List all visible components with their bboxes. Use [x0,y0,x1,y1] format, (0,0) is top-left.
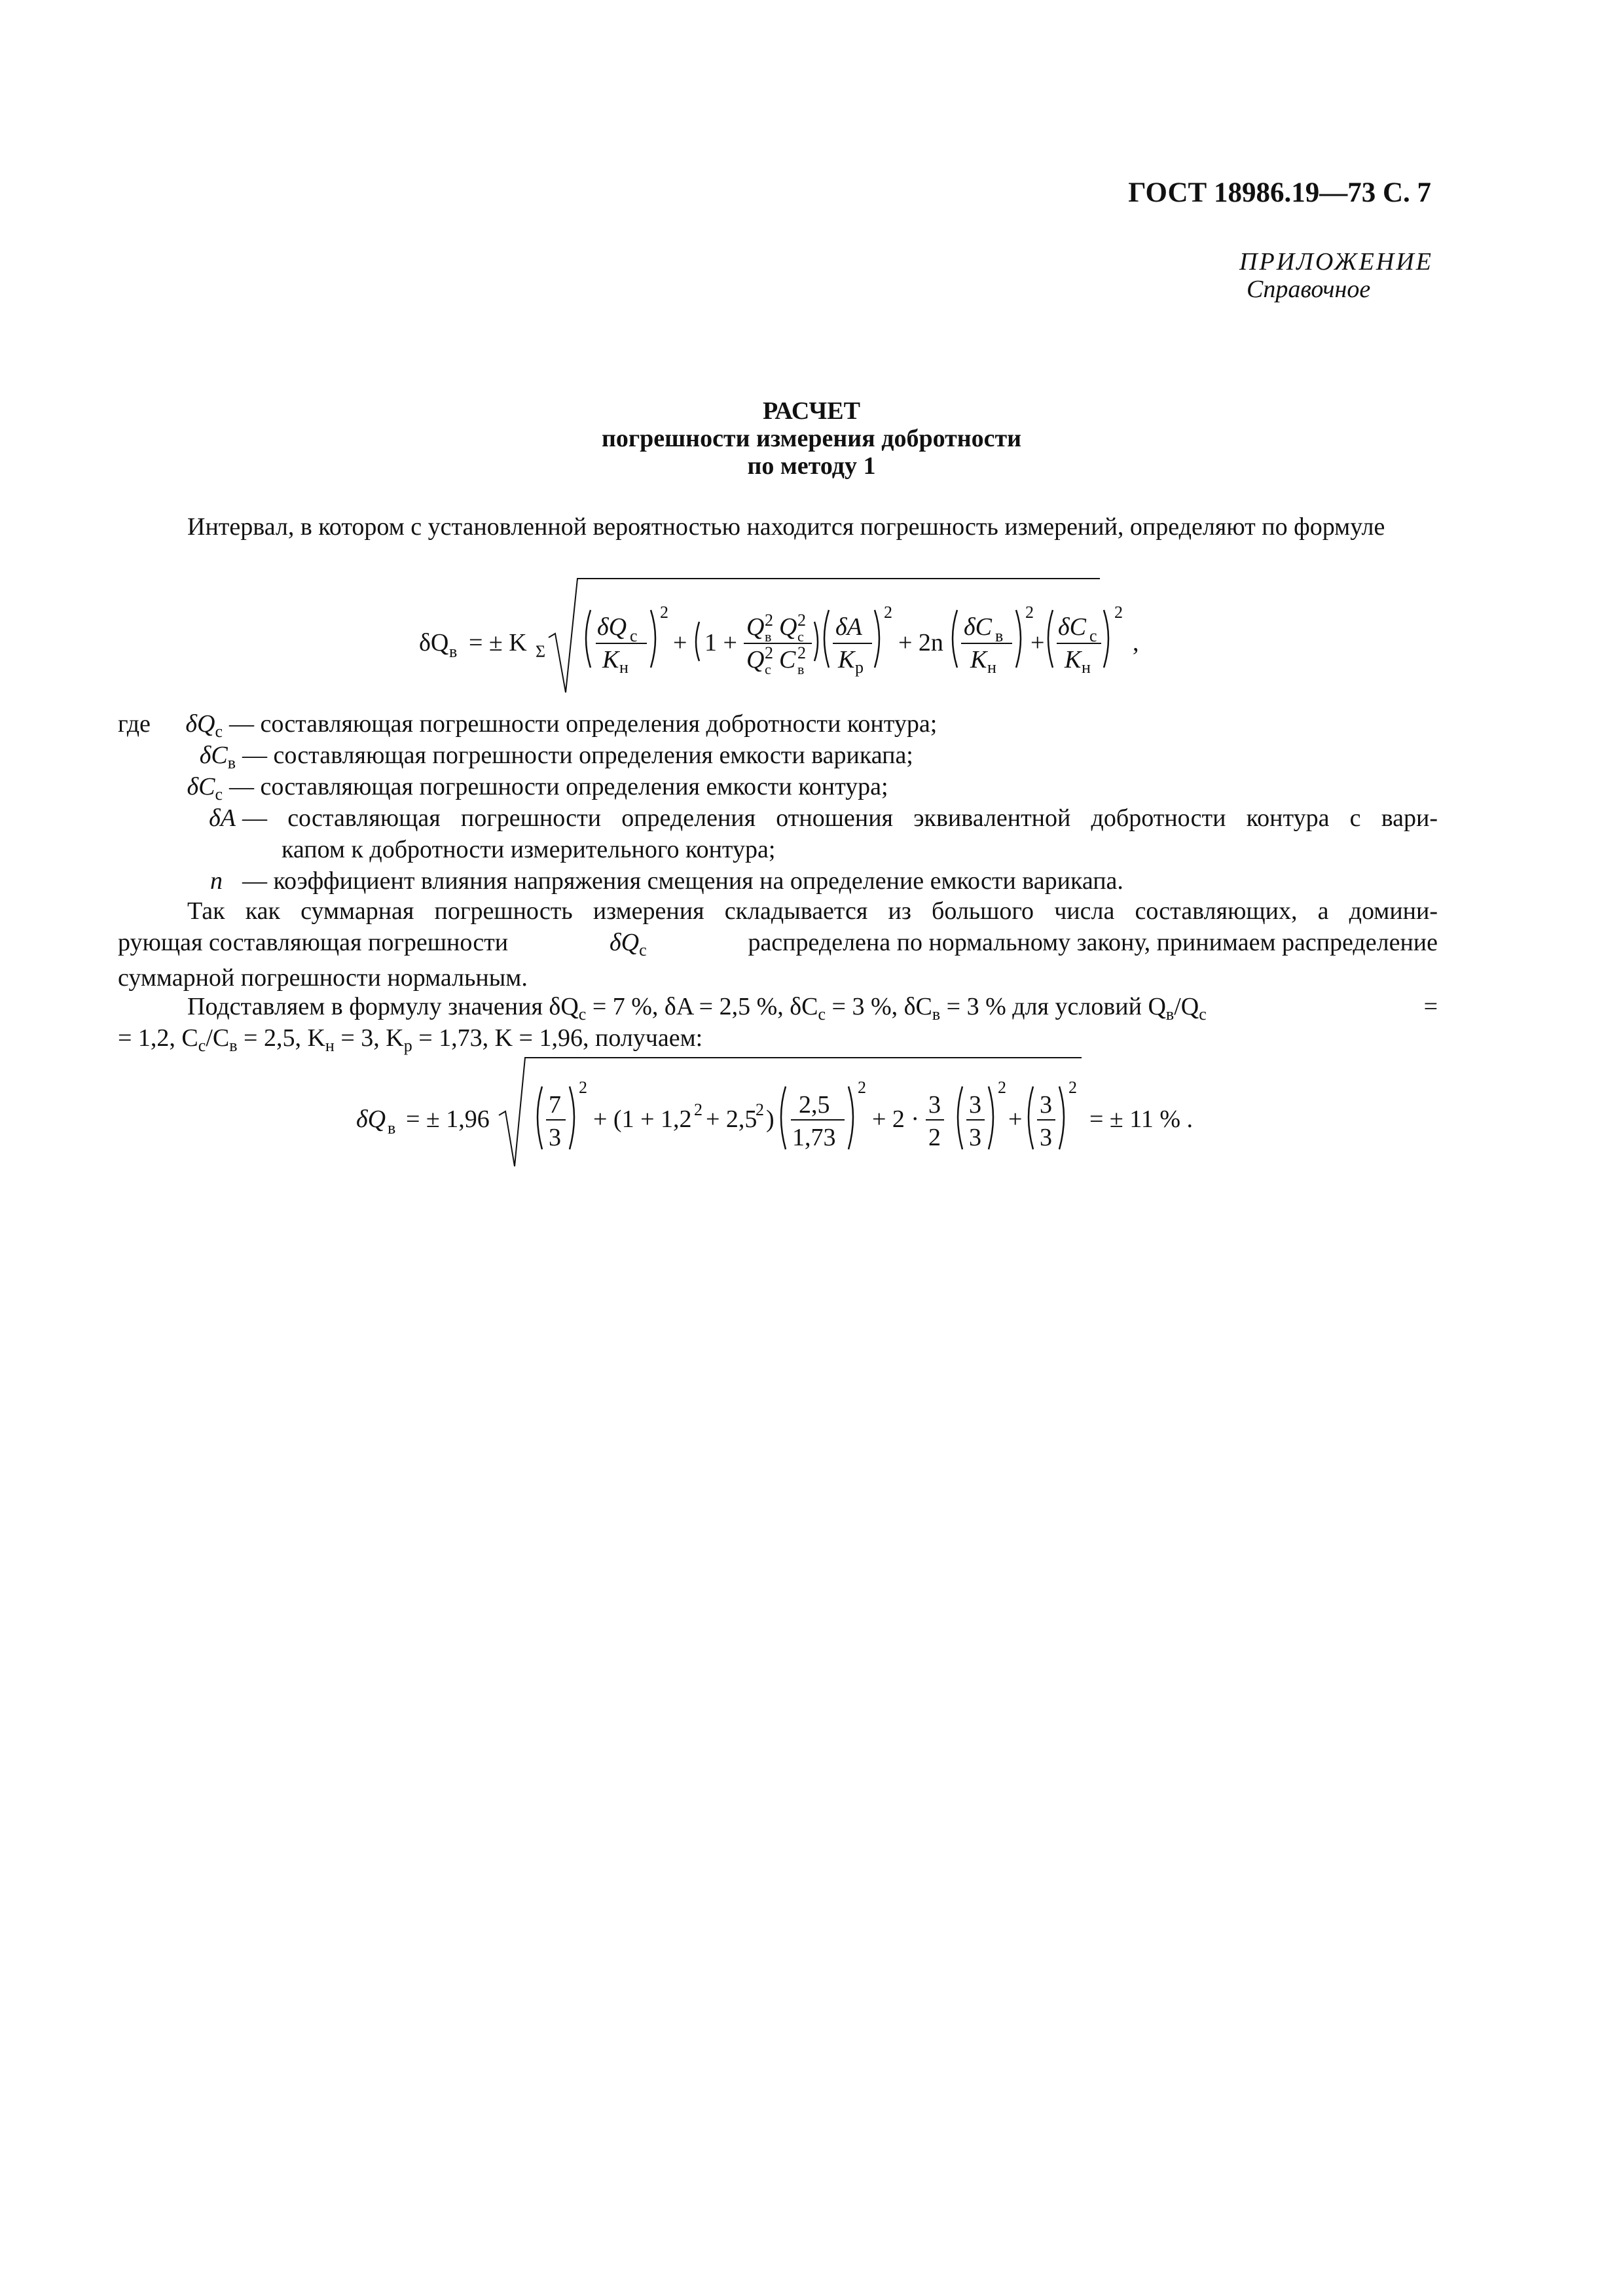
svg-text:+: + [1008,1105,1023,1133]
svg-text:7: 7 [549,1091,561,1119]
svg-text:= ± 11 % .: = ± 11 % . [1089,1105,1194,1133]
svg-text:1,73: 1,73 [792,1124,836,1151]
svg-text:K: K [838,646,855,673]
section-title: РАСЧЕТ [763,397,860,425]
svg-text:2: 2 [660,603,668,622]
def-symbol-dCc: $\delta C_с$ [187,773,223,804]
svg-text:Q: Q [746,646,765,673]
svg-text:2: 2 [1025,603,1034,622]
svg-text:δC: δC [1058,613,1087,641]
svg-text:3: 3 [1040,1091,1052,1119]
definitions-where: где [118,710,151,738]
svg-text:2: 2 [998,1078,1006,1097]
svg-text:K: K [970,646,987,673]
svg-text:2: 2 [694,1100,702,1119]
svg-text:2: 2 [884,603,892,622]
def-symbol-dQc: $\delta Q_с$ [185,710,223,741]
svg-text:в: в [797,661,805,677]
svg-text:2: 2 [858,1078,866,1097]
paragraph3-line2: = 1,2, $C_с/C_в = 2,5$, $K_н = 3$, $K_р = 1,73$, K = 1,96, получаем: [118,1024,703,1055]
svg-text:в: в [765,628,772,645]
f2-radical [499,1058,1082,1166]
def-text-dCv: — составляющая погрешности определения емкости варикапа; [242,742,913,769]
svg-text:3: 3 [969,1091,981,1119]
paragraph3-line1: Подставляем в формулу значения $\delta Q_с = 7$ %, δA = 2,5 %, $\delta C_с = 3$ %, $\delta C_в = 3$ % для условий $Q_в/Q_с$ = [187,993,1438,1024]
svg-text:р: р [855,658,864,677]
def-symbol-dCv: $\delta C_в$ [199,742,236,772]
paragraph2-line2: рующая составляющая погрешности $\delta Q_с$ распределена по нормальному закону, принимаем распределение [118,929,1438,960]
svg-text:,: , [1133,629,1139,656]
svg-text:2: 2 [765,611,773,630]
svg-text:с: с [797,628,804,645]
svg-text:3: 3 [549,1124,561,1151]
svg-text:2: 2 [1114,603,1123,622]
svg-text:K: K [602,646,619,673]
svg-text:в: в [995,626,1004,645]
def-text-dA: — составляющая погрешности определения отношения эквивалентной добротности контура с вари- [242,804,1438,832]
f1-lhs: δQ [419,629,449,656]
document-header-ref: ГОСТ 18986.19—73 С. 7 [1128,177,1431,208]
svg-text:в: в [388,1119,396,1138]
appendix-label: ПРИЛОЖЕНИЕ [1239,248,1433,276]
svg-text:с: с [1089,626,1097,645]
f1-pm-k: = ± K [469,629,527,656]
svg-text:Q: Q [779,613,797,641]
svg-text:+: + [1030,629,1045,656]
def-text-n: — коэффициент влияния напряжения смещения на определение емкости варикапа. [242,867,1123,895]
def-symbol-n: n [210,867,223,895]
svg-text:δC: δC [964,613,993,641]
svg-text:Q: Q [746,613,765,641]
appendix-type: Справочное [1247,276,1371,303]
svg-text:+ 2 ·: + 2 · [872,1105,920,1133]
svg-text:δA: δA [835,613,862,641]
svg-text:с: с [765,661,771,677]
def-text-dA-cont: капом к добротности измерительного контура; [282,836,776,863]
svg-text:3: 3 [1040,1124,1052,1151]
svg-text:н: н [619,658,629,677]
intro-paragraph: Интервал, в котором с установленной вероятностью находится погрешность измерений, определяют по формуле [187,513,1385,541]
svg-text:2: 2 [579,1078,587,1097]
svg-text:2,5: 2,5 [799,1091,830,1119]
svg-text:+: + [673,629,687,656]
paragraph2-line1: Так как суммарная погрешность измерения складывается из большого числа составляющих, а домини- [187,897,1438,925]
svg-text:): ) [766,1105,775,1133]
section-subtitle-2: по методу 1 [747,452,876,480]
svg-text:2: 2 [928,1124,941,1151]
svg-text:н: н [1082,658,1091,677]
formula-substituted [347,1051,1224,1175]
svg-text:2: 2 [1068,1078,1077,1097]
svg-text:Σ: Σ [536,642,546,661]
svg-text:+ (1 + 1,2: + (1 + 1,2 [593,1105,692,1133]
svg-text:3: 3 [928,1091,941,1119]
svg-text:C: C [779,646,796,673]
def-text-dQc: — составляющая погрешности определения добротности контура; [229,710,938,738]
svg-text:3: 3 [969,1124,981,1151]
svg-text:2: 2 [756,1100,764,1119]
formula-main [406,569,1172,700]
svg-text:1 +: 1 + [704,629,737,656]
section-subtitle-1: погрешности измерения добротности [601,425,1022,452]
svg-text:= ± 1,96: = ± 1,96 [406,1105,490,1133]
svg-text:2: 2 [765,643,773,662]
svg-text:в: в [449,642,458,661]
def-symbol-dA: δA [209,804,236,832]
svg-text:δQ: δQ [356,1105,386,1133]
svg-text:2: 2 [797,643,806,662]
def-text-dCc: — составляющая погрешности определения емкости контура; [229,773,888,800]
svg-text:с: с [630,626,638,645]
svg-text:н: н [987,658,996,677]
svg-text:δQ: δQ [597,613,627,641]
svg-text:+ 2n: + 2n [898,629,943,656]
svg-text:+ 2,5: + 2,5 [706,1105,757,1133]
svg-text:K: K [1065,646,1082,673]
svg-text:2: 2 [797,611,806,630]
paragraph2-line3: суммарной погрешности нормальным. [118,964,528,992]
